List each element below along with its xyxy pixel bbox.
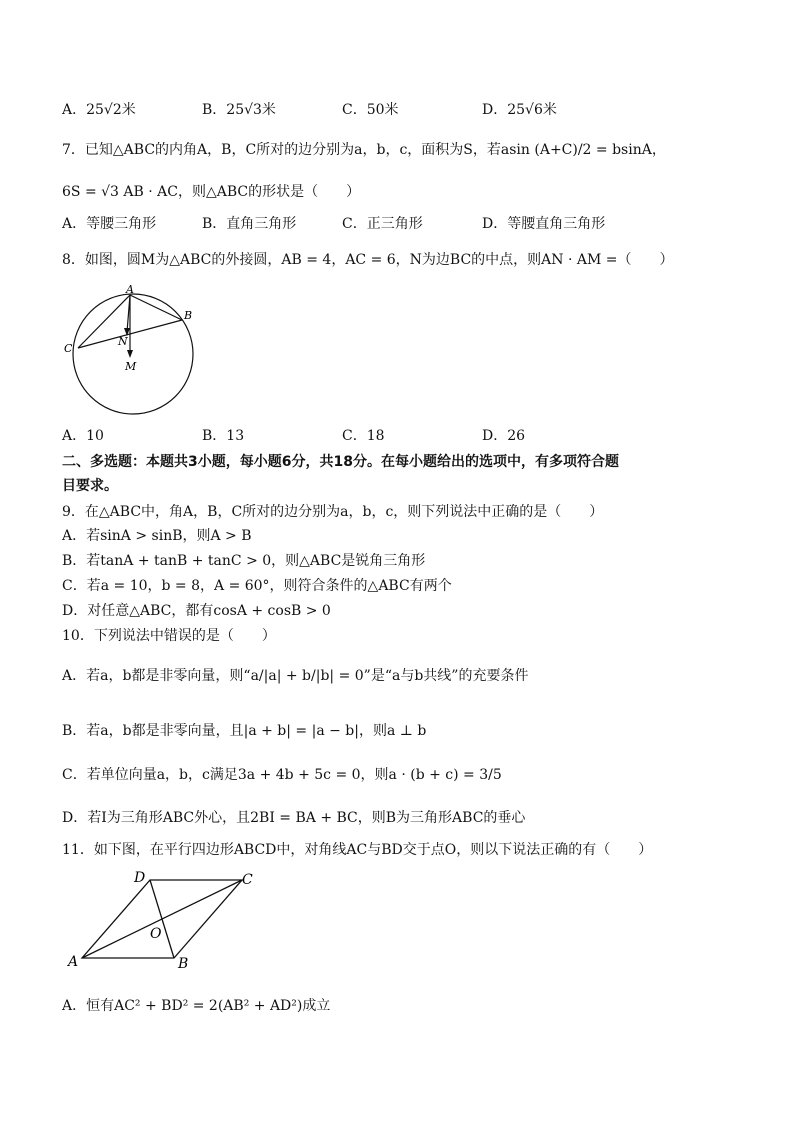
q7-option-a: A．等腰三角形 <box>62 216 157 232</box>
section-heading-line1: 二、多选题：本题共3小题，每小题6分，共18分。在每小题给出的选项中，有多项符合题 <box>62 454 619 470</box>
label-b: B <box>184 309 193 322</box>
q7-option-c: C．正三角形 <box>342 216 423 232</box>
q6-option-b: B．25√3米 <box>202 102 276 118</box>
circumcircle <box>73 294 193 414</box>
q9-stem: 9．在△ABC中，角A，B，C所对的边分别为a，b，c，则下列说法中正确的是（ ） <box>62 504 604 520</box>
q6-option-c: C．50米 <box>342 102 399 118</box>
q7-option-b: B．直角三角形 <box>202 216 297 232</box>
q7-stem-line1: 7．已知△ABC的内角A，B，C所对的边分别为a，b，c，面积为S，若asin (A+C)/2 = bsinA， <box>62 142 666 158</box>
label-a: A <box>126 283 134 296</box>
q9-option-a: A．若sinA > sinB，则A > B <box>62 528 252 544</box>
q8-stem: 8．如图，圆M为△ABC的外接圆，AB = 4，AC = 6，N为边BC的中点，则AN · AM =（ ） <box>62 252 674 268</box>
label-c: C <box>64 342 73 355</box>
q9-option-c: C．若a = 10，b = 8，A = 60°，则符合条件的△ABC有两个 <box>62 578 452 594</box>
label-b: B <box>178 956 189 972</box>
q11-stem: 11．如下图，在平行四边形ABCD中，对角线AC与BD交于点O，则以下说法正确的有（ ） <box>62 842 653 858</box>
vector-am-arrow <box>127 350 133 358</box>
q8-option-a: A．10 <box>62 428 104 444</box>
q6-option-a: A．25√2米 <box>62 102 136 118</box>
section-heading-line2: 目要求。 <box>62 478 118 494</box>
q7-option-d: D．等腰直角三角形 <box>482 216 606 232</box>
q10-option-b: B．若a，b都是非零向量，且|a + b| = |a − b|，则a ⊥ b <box>62 723 427 739</box>
diagonal-bd <box>150 880 174 958</box>
label-o: O <box>150 926 162 942</box>
label-n: N <box>118 335 128 348</box>
q8-option-c: C．18 <box>342 428 385 444</box>
label-d: D <box>134 870 146 886</box>
q10-option-a: A．若a，b都是非零向量，则“a/|a| + b/|b| = 0”是“a与b共线”的充要条件 <box>62 668 529 684</box>
q11-parallelogram-figure <box>64 866 264 976</box>
q8-option-b: B．13 <box>202 428 245 444</box>
q10-option-c: C．若单位向量a，b，c满足3a + 4b + 5c = 0，则a · (b + c) = 3/5 <box>62 767 502 783</box>
label-a: A <box>68 954 79 970</box>
q9-option-d: D．对任意△ABC，都有cosA + cosB > 0 <box>62 603 331 619</box>
q6-option-d: D．25√6米 <box>482 102 557 118</box>
q11-option-a: A．恒有AC² + BD² = 2(AB² + AD²)成立 <box>62 998 331 1014</box>
label-c: C <box>242 872 253 888</box>
q10-stem: 10．下列说法中错误的是（ ） <box>62 628 276 644</box>
q8-option-d: D．26 <box>482 428 526 444</box>
label-m: M <box>125 360 137 373</box>
q7-stem-line2: 6S = √3 AB · AC，则△ABC的形状是（ ） <box>62 184 361 200</box>
q10-option-d: D．若I为三角形ABC外心，且2BI = BA + BC，则B为三角形ABC的垂心 <box>62 810 526 826</box>
q8-circle-figure <box>60 282 210 422</box>
q9-option-b: B．若tanA + tanB + tanC > 0，则△ABC是锐角三角形 <box>62 553 426 569</box>
